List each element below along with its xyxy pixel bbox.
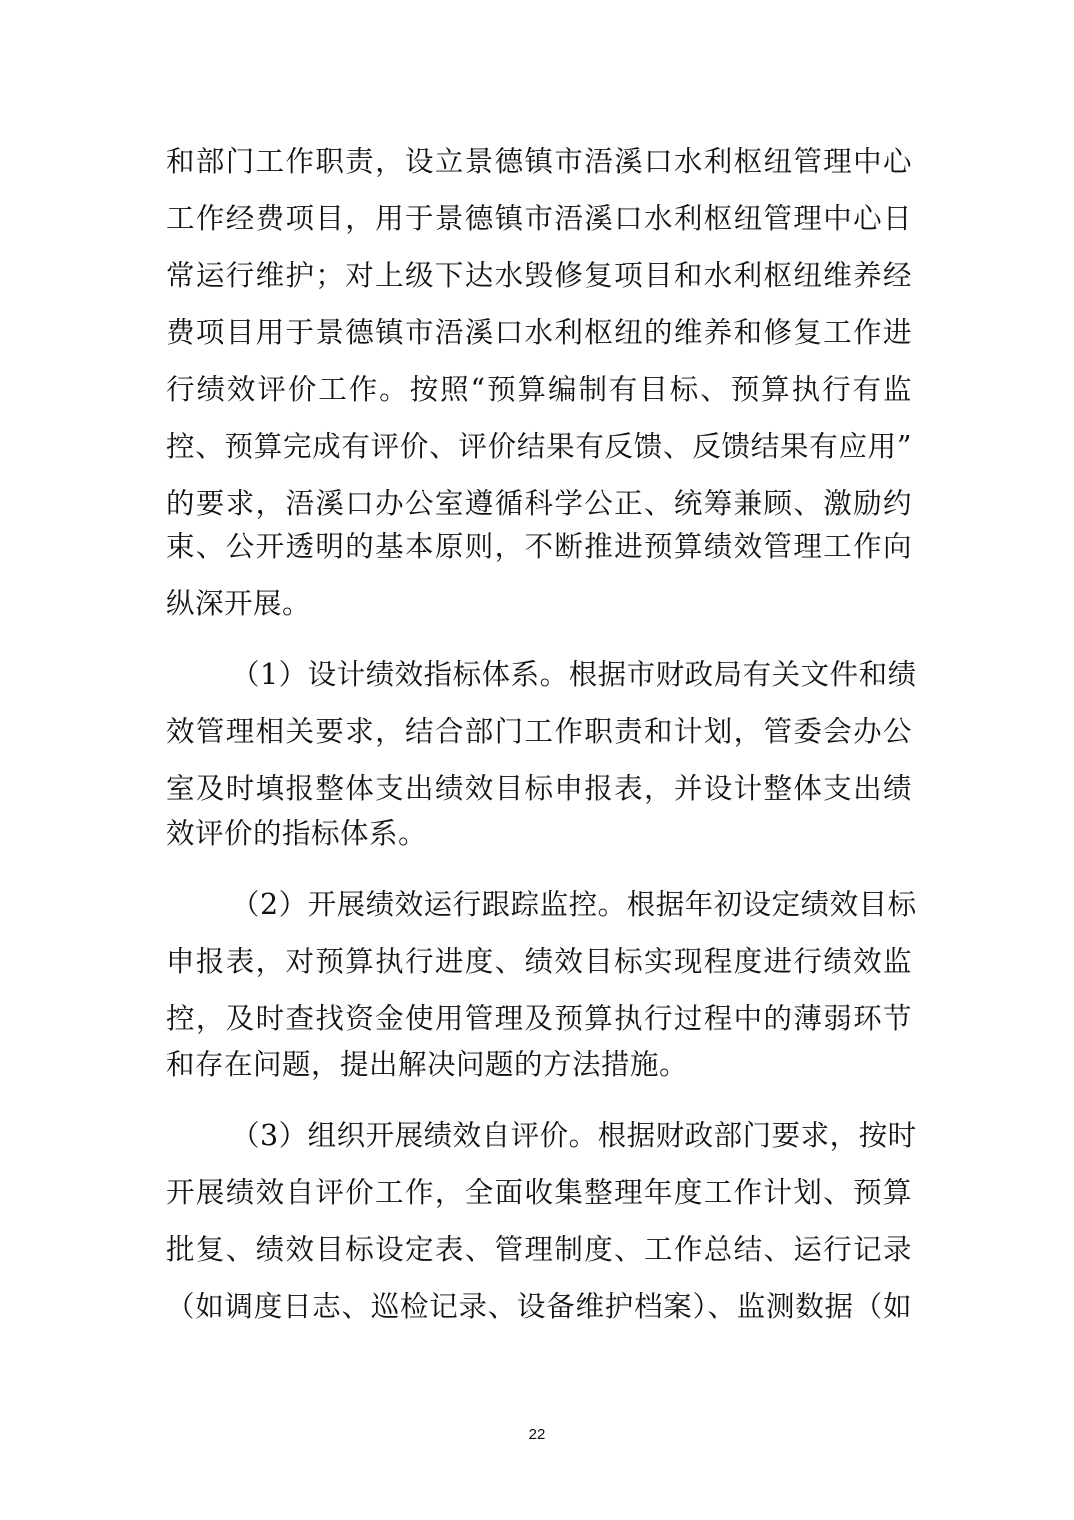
text-line: 费项目用于景德镇市浯溪口水利枢纽的维养和修复工作进 — [166, 316, 912, 349]
text-line: 工作经费项目，用于景德镇市浯溪口水利枢纽管理中心日 — [166, 202, 912, 235]
text-line: 控、预算完成有评价、评价结果有反馈、反馈结果有应用” — [166, 430, 912, 463]
text-line: 效管理相关要求，结合部门工作职责和计划，管委会办公 — [166, 715, 912, 748]
text-line: 和部门工作职责，设立景德镇市浯溪口水利枢纽管理中心 — [166, 145, 912, 178]
text-line: （3）组织开展绩效自评价。根据财政部门要求，按时 — [231, 1119, 917, 1152]
text-line: 开展绩效自评价工作，全面收集整理年度工作计划、预算 — [166, 1176, 912, 1209]
text-line: 和存在问题，提出解决问题的方法措施。 — [166, 1048, 689, 1081]
text-line: 效评价的指标体系。 — [166, 817, 428, 850]
page-number: 22 — [528, 1426, 546, 1443]
text-line: （1）设计绩效指标体系。根据市财政局有关文件和绩 — [231, 658, 917, 691]
text-line: 批复、绩效目标设定表、管理制度、工作总结、运行记录 — [166, 1233, 912, 1266]
text-line: 申报表，对预算执行进度、绩效目标实现程度进行绩效监 — [166, 945, 912, 978]
text-line: 控，及时查找资金使用管理及预算执行过程中的薄弱环节 — [166, 1002, 912, 1035]
text-line: 常运行维护；对上级下达水毁修复项目和水利枢纽维养经 — [166, 259, 912, 292]
text-line: （2）开展绩效运行跟踪监控。根据年初设定绩效目标 — [231, 888, 917, 921]
text-line: 室及时填报整体支出绩效目标申报表，并设计整体支出绩 — [166, 772, 912, 805]
text-line: 行绩效评价工作。按照“预算编制有目标、预算执行有监 — [166, 373, 912, 406]
text-line: （如调度日志、巡检记录、设备维护档案）、监测数据（如 — [166, 1290, 912, 1323]
text-line: 的要求，浯溪口办公室遵循科学公正、统筹兼顾、激励约 — [166, 487, 912, 520]
text-line: 纵深开展。 — [166, 587, 312, 620]
text-line: 束、公开透明的基本原则，不断推进预算绩效管理工作向 — [166, 530, 912, 563]
